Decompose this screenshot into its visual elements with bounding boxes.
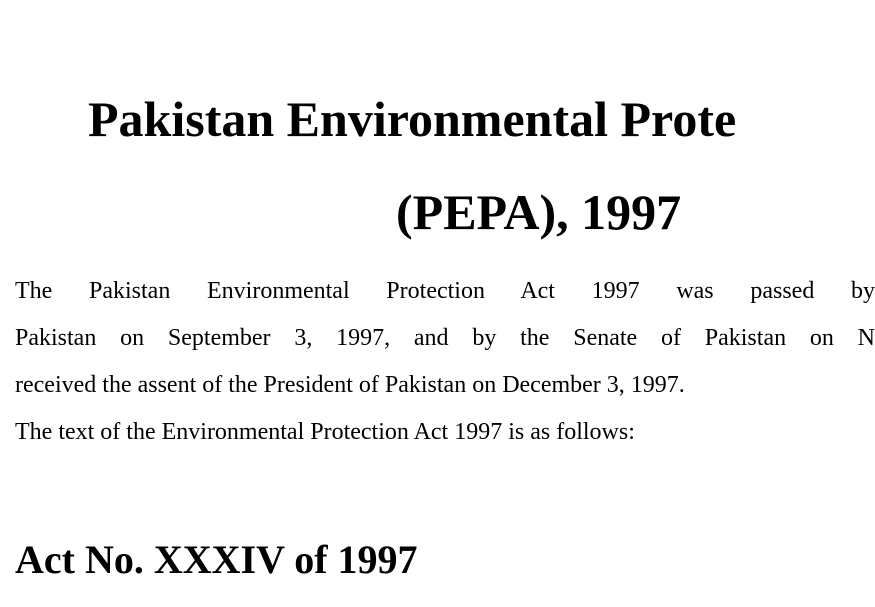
document-title-line-1: Pakistan Environmental Prote	[88, 91, 737, 147]
intro-line-2: Pakistan on September 3, 1997, and by the Senate of Pakistan on N	[15, 325, 875, 351]
intro-line-4: The text of the Environmental Protection Act 1997 is as follows:	[15, 419, 635, 445]
intro-line-1: The Pakistan Environmental Protection Act 1997 was passed by	[15, 278, 875, 304]
act-number-heading: Act No. XXXIV of 1997	[15, 537, 418, 582]
document-title-line-2: (PEPA), 1997	[396, 184, 682, 240]
intro-line-3: received the assent of the President of Pakistan on December 3, 1997.	[15, 372, 685, 398]
